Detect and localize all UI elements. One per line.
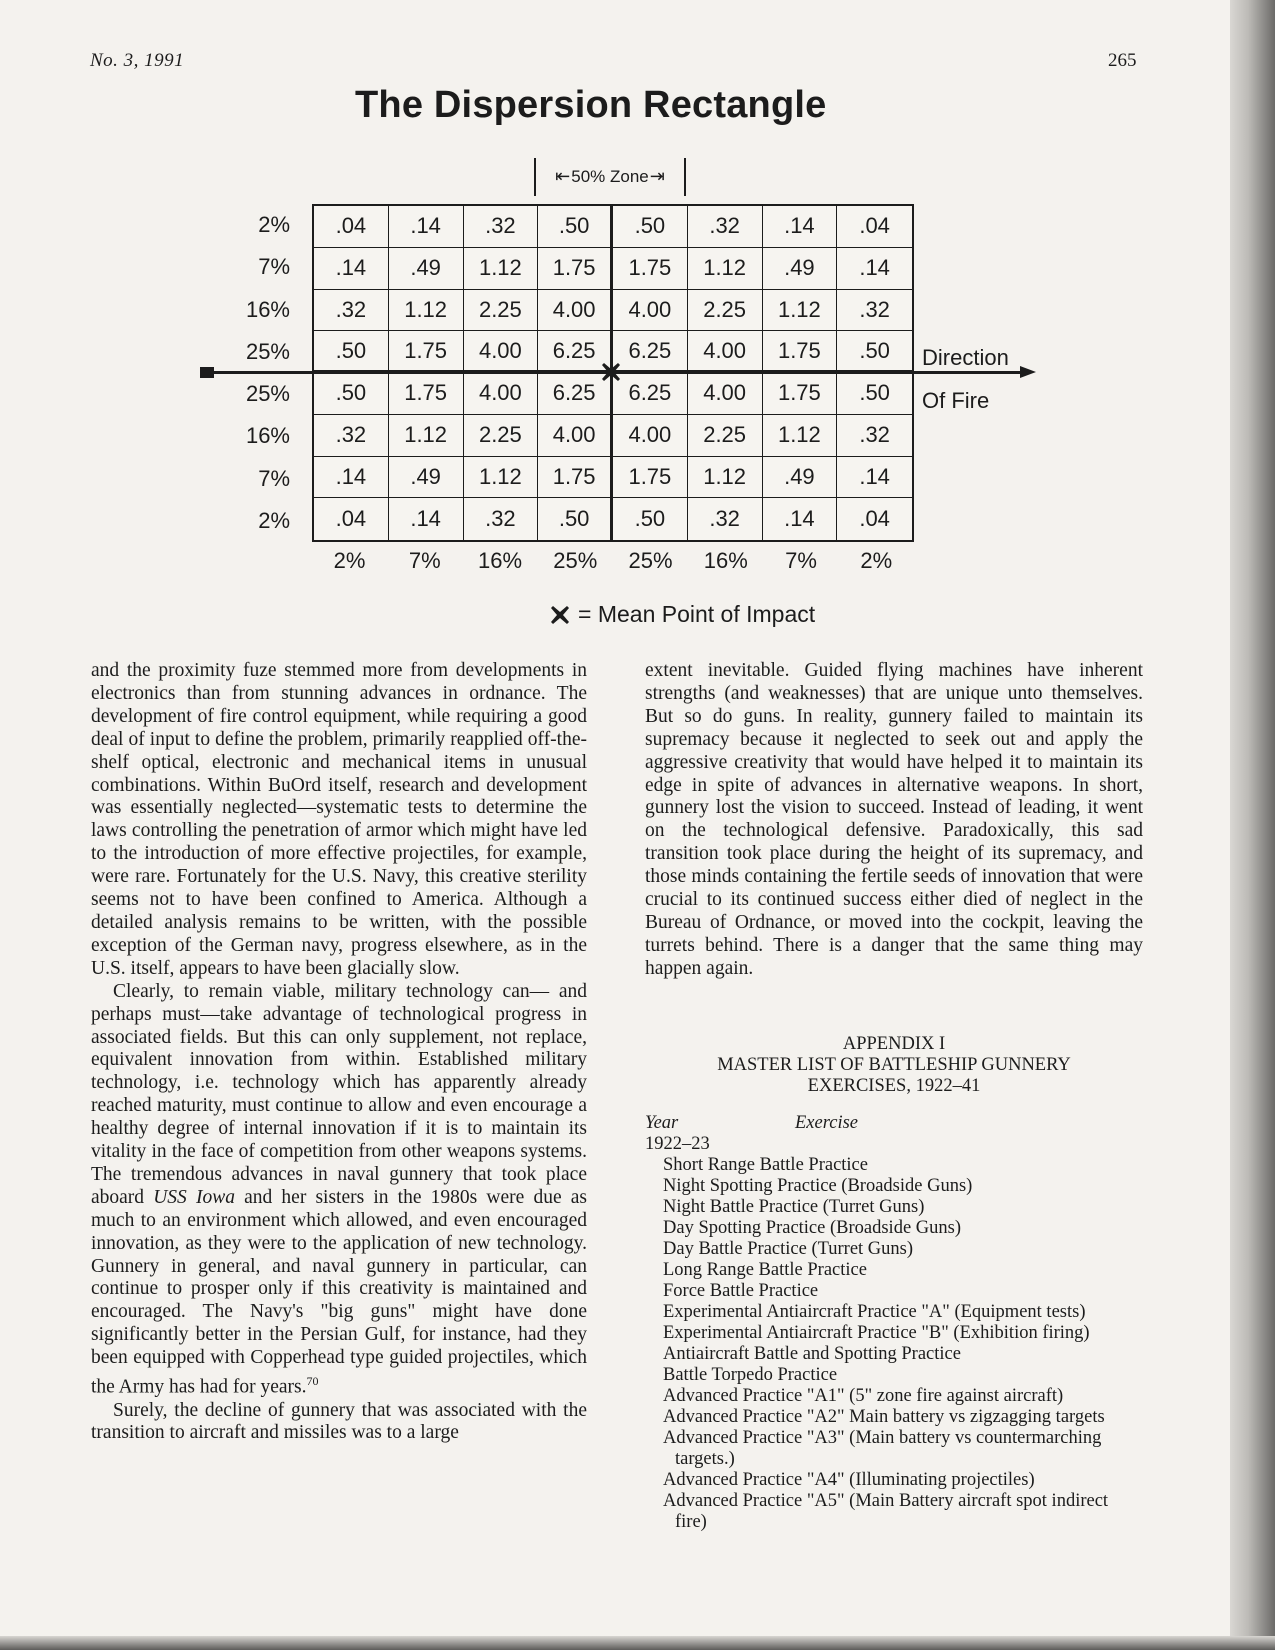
- page-edge-shadow: [1230, 0, 1275, 1650]
- exercise-item: Day Spotting Practice (Broadside Guns): [663, 1218, 961, 1238]
- grid-cell: 1.12: [464, 248, 539, 290]
- grid-cell: 1.12: [763, 290, 838, 332]
- column-label: 7%: [408, 548, 441, 573]
- exercise-item: Short Range Battle Practice: [663, 1155, 868, 1175]
- appendix-title: APPENDIX I: [842, 1034, 946, 1054]
- row-label: 25%: [245, 381, 290, 406]
- grid-cell: .50: [314, 331, 389, 373]
- grid-cell: .32: [464, 498, 539, 540]
- grid-cell: .50: [837, 331, 912, 373]
- grid-cell: .14: [763, 206, 838, 248]
- grid-cell: 6.25: [538, 373, 613, 415]
- grid-cell: .14: [763, 498, 838, 540]
- grid-cell: .14: [837, 457, 912, 499]
- column-label: 7%: [785, 548, 817, 573]
- grid-cell: 1.12: [688, 248, 763, 290]
- bottom-edge-shadow: [0, 1636, 1275, 1650]
- grid-cell: .32: [688, 498, 763, 540]
- exercise-item: Experimental Antiaircraft Practice "A" (Equipment tests): [663, 1302, 1086, 1322]
- grid-cell: .14: [389, 206, 464, 248]
- column-label: 25%: [628, 548, 673, 573]
- grid-cell: .50: [837, 373, 912, 415]
- grid-cell: .32: [464, 206, 539, 248]
- column-label: 2%: [860, 548, 893, 573]
- grid-cell: .04: [314, 498, 389, 540]
- row-label: 2%: [258, 507, 290, 533]
- legend-text: = Mean Point of Impact: [578, 601, 816, 627]
- grid-cell: 1.75: [613, 457, 688, 499]
- year-entry: 1922–23: [645, 1134, 710, 1154]
- grid-cell: .32: [314, 415, 389, 457]
- grid-cell: .32: [837, 415, 912, 457]
- appendix-subtitle: MASTER LIST OF BATTLESHIP GUNNERY: [717, 1055, 1071, 1075]
- grid-cell: 1.75: [389, 331, 464, 373]
- grid-cell: 1.12: [688, 457, 763, 499]
- grid-cell: .14: [314, 457, 389, 499]
- exercise-item: Advanced Practice "A2" Main battery vs zigzagging targets: [663, 1407, 1105, 1427]
- row-label: 25%: [245, 338, 290, 364]
- x-mark-icon: [599, 360, 623, 384]
- grid-cell: .50: [538, 498, 613, 540]
- grid-cell: 4.00: [613, 290, 688, 332]
- year-heading: Year: [645, 1113, 679, 1133]
- right-column: [645, 660, 1143, 981]
- appendix-subtitle: EXERCISES, 1922–41: [807, 1076, 981, 1096]
- grid-cell: 4.00: [613, 415, 688, 457]
- grid-cell: 2.25: [464, 290, 539, 332]
- grid-cell: .32: [837, 290, 912, 332]
- grid-cell: 1.75: [389, 373, 464, 415]
- grid-cell: 1.75: [613, 248, 688, 290]
- grid-cell: .50: [613, 498, 688, 540]
- grid-cell: .49: [389, 248, 464, 290]
- grid-cell: 4.00: [464, 373, 539, 415]
- column-label: 16%: [477, 548, 523, 573]
- grid-cell: 6.25: [538, 331, 613, 373]
- exercise-item: Experimental Antiaircraft Practice "B" (Exhibition firing): [663, 1323, 1090, 1343]
- exercise-item: Advanced Practice "A1" (5" zone fire against aircraft): [663, 1386, 1064, 1406]
- grid-cell: .04: [314, 206, 389, 248]
- exercise-item: Night Spotting Practice (Broadside Guns): [663, 1176, 973, 1196]
- grid-cell: 2.25: [464, 415, 539, 457]
- exercise-heading: Exercise: [795, 1113, 858, 1133]
- paragraph: Clearly, to remain viable, military technology can— and perhaps must—take advantage of technological progress in associated fields. But this can only supplement, not replace, equivalent innovation from within. Established military technology, i.e. technology which has apparently already reached maturity, must continue to allow and even encourage a healthy degree of internal innovation if it is to maintain its vitality in the face of competition from other weapons systems. The tremendous advances in naval gunnery that took place aboard USS Iowa and her sisters in the 1980s were due as much to an environment which allowed, and even encouraged innovation, as they were to the application of new technology. Gunnery in general, and naval gunnery in particular, can continue to prosper only if this creativity is maintained and encouraged. The Navy's "big guns" might have done significantly better in the Persian Gulf, for instance, had they been equipped with Copperhead type guided projectiles, which the Army has had for years.$^{70}$: [91, 980, 587, 1398]
- grid-cell: 1.12: [389, 290, 464, 332]
- grid-cell: .49: [763, 457, 838, 499]
- column-label: 16%: [703, 548, 748, 573]
- grid-cell: .49: [389, 457, 464, 499]
- grid-cell: .32: [688, 206, 763, 248]
- figure-title: The Dispersion Rectangle: [355, 84, 827, 126]
- grid-cell: .50: [314, 373, 389, 415]
- grid-cell: .49: [763, 248, 838, 290]
- exercise-item: Long Range Battle Practice: [663, 1260, 867, 1280]
- column-label: 2%: [333, 548, 366, 573]
- direction-line-1: Direction: [922, 345, 1009, 370]
- grid-cell: .50: [538, 206, 613, 248]
- grid-cell: 1.12: [389, 415, 464, 457]
- exercise-item: Night Battle Practice (Turret Guns): [663, 1197, 925, 1217]
- row-label: 16%: [245, 423, 290, 449]
- exercise-item: Force Battle Practice: [663, 1281, 819, 1301]
- grid-cell: 2.25: [688, 415, 763, 457]
- grid-cell: 6.25: [613, 331, 688, 373]
- row-label: 16%: [245, 296, 290, 322]
- exercise-item: Advanced Practice "A5" (Main Battery aircraft spot indirect fire): [663, 1491, 1109, 1532]
- grid-cell: .04: [837, 206, 912, 248]
- exercise-item: Battle Torpedo Practice: [663, 1365, 838, 1385]
- grid-cell: .50: [613, 206, 688, 248]
- grid-cell: 4.00: [464, 331, 539, 373]
- exercise-item: Antiaircraft Battle and Spotting Practice: [663, 1344, 961, 1364]
- legend: [548, 601, 815, 628]
- exercise-list: [645, 1155, 1143, 1533]
- grid-cell: 1.12: [763, 415, 838, 457]
- paragraph: and the proximity fuze stemmed more from developments in electronics than from stunning advances in ordnance. The development of fire control equipment, while requiring a good deal of input to define the problem, primarily reapplied off-the-shelf optical, electronic and mechanical items in unusual combinations. Within BuOrd itself, research and development was essentially neglected—systematic tests to determine the laws controlling the penetration of armor which might have led to the introduction of more effective projectiles, for example, were rare. Fortunately for the U.S. Navy, this creative sterility seems not to have been confined to America. Although a detailed analysis remains to be written, with the possible exception of the German navy, progress elsewhere, as in the U.S. itself, appears to have been glacially slow.: [91, 660, 587, 979]
- exercise-item: Day Battle Practice (Turret Guns): [663, 1239, 914, 1259]
- page-number: 265: [1108, 50, 1137, 71]
- exercise-item: Advanced Practice "A3" (Main battery vs countermarching targets.): [663, 1428, 1102, 1469]
- exercise-item: Advanced Practice "A4" (Illuminating projectiles): [663, 1470, 1035, 1490]
- row-label: 7%: [258, 254, 290, 280]
- grid-cell: 4.00: [538, 290, 613, 332]
- grid-cell: 2.25: [688, 290, 763, 332]
- grid-cell: 4.00: [688, 331, 763, 373]
- grid-cell: .14: [314, 248, 389, 290]
- column-label: 25%: [553, 548, 598, 573]
- grid-cell: 1.75: [538, 457, 613, 499]
- paragraph: extent inevitable. Guided flying machines have inherent strengths (and weaknesses) that are unique unto themselves. But so do guns. In reality, gunnery failed to maintain its supremacy because it neglected to seek out and apply the aggressive creativity that would have helped it to maintain its edge in spite of advances in alternative weapons. In short, gunnery lost the vision to succeed. Instead of leading, it went on the technological defensive. Paradoxically, this sad transition took place during the height of its supremacy, and those minds containing the fertile seeds of innovation that were crucial to its continued success either died of neglect in the Bureau of Ordnance, or moved into the cockpit, leaving the turrets behind. There is a danger that the same thing may happen again.: [645, 660, 1143, 979]
- grid-cell: 1.75: [538, 248, 613, 290]
- left-column: [91, 660, 587, 1445]
- grid-cell: .04: [859, 506, 890, 532]
- x-mark-icon: [548, 603, 572, 627]
- grid-cell: 1.75: [763, 331, 838, 373]
- zone-label: ⇤ 50% Zone ⇥: [534, 166, 686, 187]
- paragraph: Surely, the decline of gunnery that was associated with the transition to aircraft and missiles was to a large: [91, 1399, 587, 1444]
- grid-cell: .14: [389, 498, 464, 540]
- grid-cell: 4.00: [688, 373, 763, 415]
- direction-of-fire-label: [922, 336, 1032, 422]
- row-label: 7%: [258, 465, 290, 491]
- grid-cell: .14: [837, 248, 912, 290]
- grid-cell: 1.12: [464, 457, 539, 499]
- journal-issue: No. 3, 1991: [90, 50, 185, 71]
- direction-line-2: Of Fire: [922, 388, 990, 413]
- grid-cell: 1.75: [763, 373, 838, 415]
- footnote-marker: 70: [306, 1374, 319, 1389]
- appendix: [645, 1034, 1143, 1533]
- zone-marker: [534, 158, 686, 196]
- grid-cell: 6.25: [613, 373, 688, 415]
- grid-cell: .32: [314, 290, 389, 332]
- grid-cell: 4.00: [538, 415, 613, 457]
- appendix-column-headings: [645, 1113, 1143, 1134]
- ship-name: USS Iowa: [153, 1186, 235, 1208]
- row-label: 2%: [258, 212, 290, 237]
